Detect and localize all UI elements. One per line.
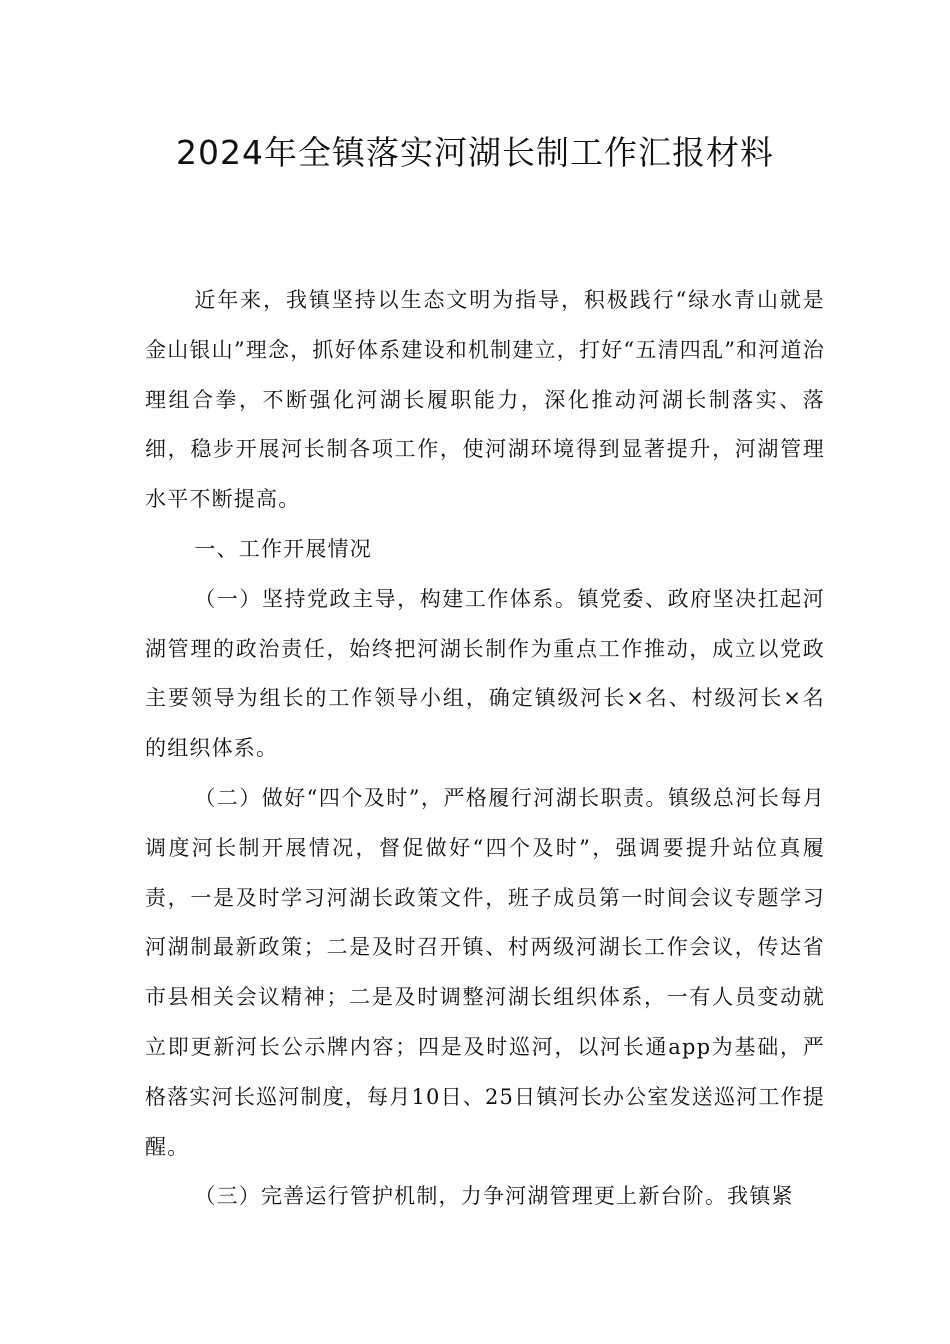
subsection-paragraph-2: （二）做好“四个及时”，严格履行河湖长职责。镇级总河长每月调度河长制开展情况，督促做好“四个及时”，强调要提升站位真履责，一是及时学习河湖长政策文件，班子成员第一时间会议专题学习河湖制最新政策；二是及时召开镇、村两级河湖长工作会议，传达省市县相关会议精神；二是及时调整河湖长组织体系，一有人员变动就立即更新河长公示牌内容；四是及时巡河，以河长通app为基础，严格落实河长巡河制度，每月10日、25日镇河长办公室发送巡河工作提醒。 bbox=[145, 785, 825, 1159]
subsection-paragraph-3: （三）完善运行管护机制，力争河湖管理更上新台阶。我镇紧 bbox=[194, 1184, 794, 1209]
section-heading: 一、工作开展情况 bbox=[194, 536, 372, 561]
intro-paragraph: 近年来，我镇坚持以生态文明为指导，积极践行“绿水青山就是金山银山”理念，抓好体系建设和机制建立，打好“五清四乱”和河道治理组合拳，不断强化河湖长履职能力，深化推动河湖长制落实、落细，稳步开展河长制各项工作，使河湖环境得到显著提升，河湖管理水平不断提高。 bbox=[145, 288, 825, 512]
subsection-paragraph-1: （一）坚持党政主导，构建工作体系。镇党委、政府坚决扛起河湖管理的政治责任，始终把河湖长制作为重点工作推动，成立以党政主要领导为组长的工作领导小组，确定镇级河长×名、村级河长×名的组织体系。 bbox=[145, 586, 825, 761]
document-body bbox=[145, 276, 825, 1222]
document-title: 2024年全镇落实河湖长制工作汇报材料 bbox=[176, 133, 774, 172]
